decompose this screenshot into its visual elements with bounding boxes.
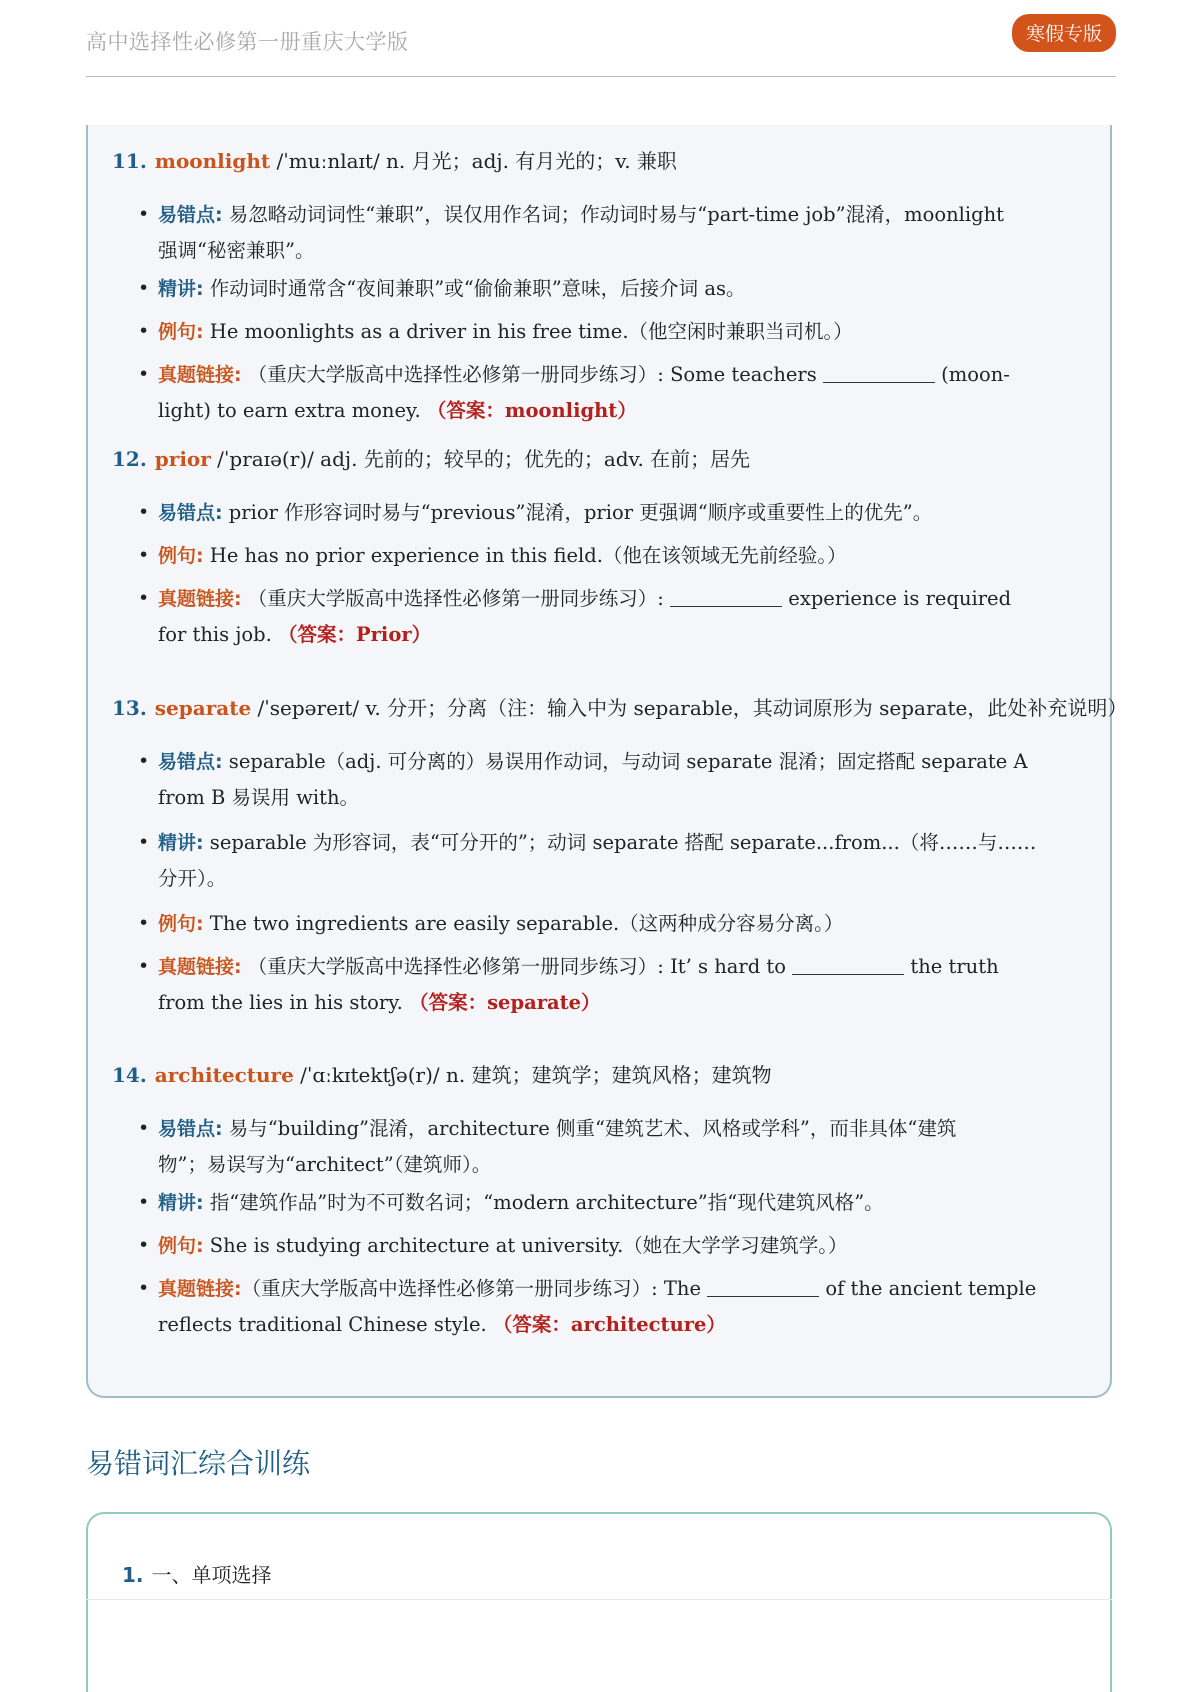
bullet-text-after-blank: experience is required — [782, 587, 1012, 610]
vocab-entry — [112, 1059, 1092, 1336]
answer-text: （答案：moonlight） — [426, 399, 637, 422]
bullet-text-continued: reflects traditional Chinese style. — [158, 1313, 487, 1336]
bullet-text-continued: for this job. — [158, 623, 272, 646]
bullet-dot: • — [138, 1117, 150, 1139]
bullet-text-continued: light) to earn extra money. — [158, 399, 421, 422]
section-title: 易错词汇综合训练 — [86, 1447, 311, 1480]
vocab-entry — [112, 145, 1092, 422]
bullet-label: 例句: — [158, 913, 204, 935]
bullet-item — [138, 357, 1106, 428]
vocab-entry — [112, 692, 1128, 1014]
bullet-text: She is studying architecture at university.（她在大学学习建筑学。） — [203, 1234, 848, 1257]
bullet-text-after-blank: the truth — [904, 955, 999, 978]
answer-text: （答案：architecture） — [492, 1313, 726, 1336]
bullet-item — [138, 1111, 1106, 1182]
bullet-label: 真题链接: — [158, 364, 242, 386]
bullet-label: 真题链接: — [158, 1278, 242, 1300]
answer-text: （答案：separate） — [409, 991, 601, 1014]
bullet-dot: • — [138, 1234, 150, 1256]
bullet-label: 真题链接: — [158, 588, 242, 610]
bullet-label: 易错点: — [158, 751, 223, 773]
practice-number: 1. — [122, 1563, 144, 1587]
bullet-item — [138, 538, 1106, 574]
vocabulary-box — [86, 125, 1128, 1398]
bullet-text: prior 作形容词时易与“previous”混淆，prior 更强调“顺序或重要性上的优先”。 — [222, 501, 933, 524]
bullet-dot: • — [138, 955, 150, 977]
entry-heading — [112, 692, 1128, 724]
practice-box — [86, 1512, 1112, 1692]
bullet-text: He moonlights as a driver in his free time.（他空闲时兼职当司机。） — [203, 320, 853, 343]
bullet-item — [138, 271, 1106, 307]
edition-badge: 寒假专版 — [1012, 14, 1116, 52]
entry-heading — [112, 145, 1092, 177]
page-bottom-rule — [86, 1599, 1112, 1600]
fill-in-blank — [823, 362, 935, 383]
bullet-item — [138, 949, 1106, 1020]
bullet-dot: • — [138, 544, 150, 566]
entry-word: prior — [154, 447, 211, 471]
bullet-dot: • — [138, 501, 150, 523]
bullet-text: The two ingredients are easily separable.（这两种成分容易分离。） — [203, 912, 844, 935]
entry-heading — [112, 1059, 1092, 1091]
bullet-text: （重庆大学版高中选择性必修第一册同步练习）: It’ s hard to — [241, 955, 793, 978]
bullet-text-after-blank: of the ancient temple — [819, 1277, 1037, 1300]
bullet-text: 作动词时通常含“夜间兼职”或“偷偷兼职”意味，后接介词 as。 — [203, 277, 746, 300]
bullet-label: 例句: — [158, 545, 204, 567]
bullet-label: 精讲: — [158, 1192, 204, 1214]
bullet-item — [138, 906, 1106, 942]
bullet-text: （重庆大学版高中选择性必修第一册同步练习）: Some teachers — [241, 363, 823, 386]
bullet-dot: • — [138, 1277, 150, 1299]
bullet-item — [138, 825, 1106, 896]
bullet-item — [138, 1185, 1106, 1221]
bullet-dot: • — [138, 831, 150, 853]
page-header — [86, 0, 1116, 77]
bullet-dot: • — [138, 1191, 150, 1213]
bullet-item — [138, 1271, 1106, 1342]
bullet-dot: • — [138, 277, 150, 299]
bullet-dot: • — [138, 750, 150, 772]
bullet-label: 真题链接: — [158, 956, 242, 978]
entry-word: moonlight — [154, 149, 271, 173]
entry-word: separate — [154, 696, 252, 720]
bullet-text-continued: from the lies in his story. — [158, 991, 403, 1014]
entry-definition: /ˈmuːnlaɪt/ n. 月光；adj. 有月光的；v. 兼职 — [270, 149, 677, 173]
bullet-text: （重庆大学版高中选择性必修第一册同步练习）: — [241, 587, 671, 610]
bullet-label: 易错点: — [158, 204, 223, 226]
entry-number: 11. — [112, 149, 147, 173]
bullet-dot: • — [138, 203, 150, 225]
bullet-dot: • — [138, 587, 150, 609]
bullet-dot: • — [138, 363, 150, 385]
bullet-text: 易与“building”混淆，architecture 侧重“建筑艺术、风格或学科”，而非具体“建筑 — [222, 1117, 957, 1140]
practice-label: 一、单项选择 — [151, 1563, 272, 1587]
entry-word: architecture — [154, 1063, 294, 1087]
entry-definition: /ˈɑːkɪtektʃə(r)/ n. 建筑；建筑学；建筑风格；建筑物 — [293, 1063, 772, 1087]
bullet-item — [138, 495, 1106, 531]
entry-number: 12. — [112, 447, 147, 471]
entry-heading — [112, 443, 1092, 475]
bullet-text-continued: 分开）。 — [158, 867, 227, 890]
book-title: 高中选择性必修第一册重庆大学版 — [86, 30, 409, 54]
bullet-dot: • — [138, 912, 150, 934]
bullet-label: 例句: — [158, 321, 204, 343]
bullet-text: 指“建筑作品”时为不可数名词；“modern architecture”指“现代建筑风格”。 — [203, 1191, 884, 1214]
bullet-item — [138, 197, 1106, 268]
entry-number: 13. — [112, 696, 147, 720]
fill-in-blank — [670, 586, 782, 607]
bullet-label: 易错点: — [158, 1118, 223, 1140]
bullet-label: 例句: — [158, 1235, 204, 1257]
bullet-item — [138, 744, 1106, 815]
bullet-label: 精讲: — [158, 832, 204, 854]
practice-heading — [122, 1559, 272, 1588]
bullet-text-after-blank: (moon- — [934, 363, 1010, 386]
bullet-text-continued: from B 易误用 with。 — [158, 786, 360, 809]
bullet-text: separable 为形容词，表“可分开的”；动词 separate 搭配 separate...from...（将……与…… — [203, 831, 1037, 854]
bullet-label: 精讲: — [158, 278, 204, 300]
bullet-label: 易错点: — [158, 502, 223, 524]
bullet-text-continued: 强调“秘密兼职”。 — [158, 239, 315, 262]
bullet-item — [138, 581, 1106, 652]
entry-definition: /ˈpraɪə(r)/ adj. 先前的；较早的；优先的；adv. 在前；居先 — [210, 447, 751, 471]
bullet-text: （重庆大学版高中选择性必修第一册同步练习）: The — [241, 1277, 708, 1300]
bullet-text-continued: 物”；易误写为“architect”（建筑师）。 — [158, 1153, 492, 1176]
fill-in-blank — [707, 1276, 819, 1297]
bullet-text: separable（adj. 可分离的）易误用作动词，与动词 separate 混淆；固定搭配 separate A — [222, 750, 1028, 773]
fill-in-blank — [792, 954, 904, 975]
entry-definition: /ˈsepəreɪt/ v. 分开；分离（注：输入中为 separable，其动词原形为 separate，此处补充说明） — [251, 696, 1128, 720]
answer-text: （答案：Prior） — [278, 623, 432, 646]
bullet-item — [138, 1228, 1106, 1264]
bullet-item — [138, 314, 1106, 350]
entry-number: 14. — [112, 1063, 147, 1087]
vocab-entry — [112, 443, 1092, 646]
bullet-text: 易忽略动词词性“兼职”，误仅用作名词；作动词时易与“part-time job”混淆，moonlight — [222, 203, 1004, 226]
bullet-text: He has no prior experience in this field.（他在该领域无先前经验。） — [203, 544, 847, 567]
bullet-dot: • — [138, 320, 150, 342]
